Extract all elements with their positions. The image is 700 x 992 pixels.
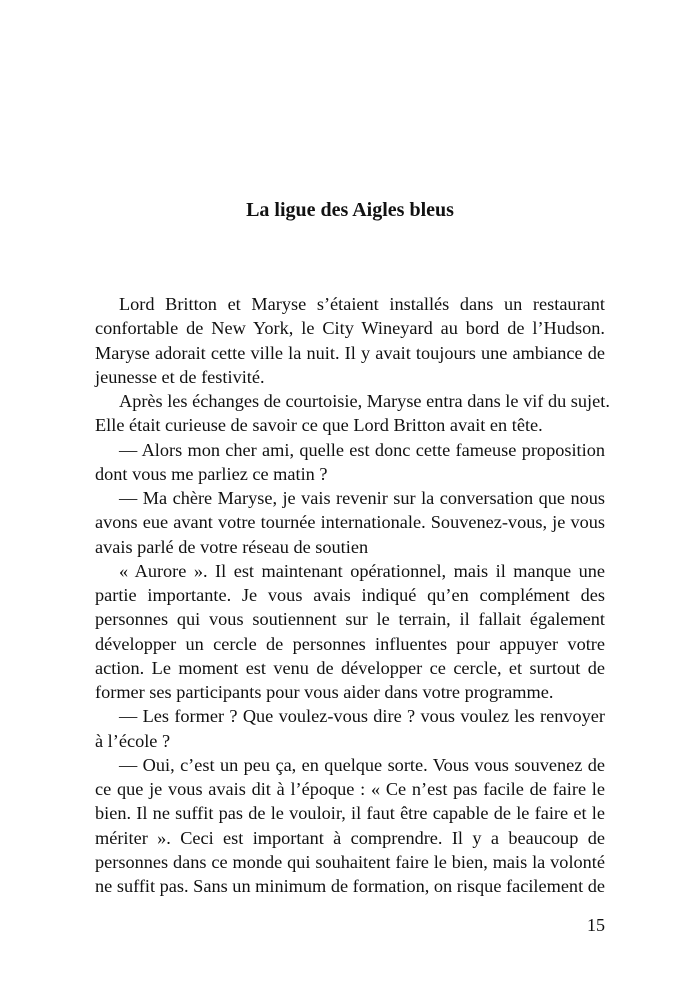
paragraph-line: Lord Britton et Maryse s’étaient installés dans un restaurant <box>119 294 605 314</box>
paragraph-line: ce que je vous avais dit à l’époque : « Ce n’est pas facile de faire le <box>95 779 605 799</box>
paragraph-line: confortable de New York, le City Wineyard au bord de l’Hudson. <box>95 318 605 339</box>
paragraph-line: « Aurore ». Il est maintenant opérationnel, mais il manque une <box>119 560 605 581</box>
paragraph-line: partie importante. Je vous avais indiqué qu’en complément des <box>95 585 605 605</box>
chapter-body <box>95 292 610 898</box>
paragraph-line: dont vous me parliez ce matin ? <box>95 463 328 484</box>
paragraph-line: Elle était curieuse de savoir ce que Lord Britton avait en tête. <box>95 415 543 436</box>
paragraph-line: jeunesse et de festivité. <box>95 366 265 387</box>
paragraph-line: bien. Il ne suffit pas de le vouloir, il faut être capable de le faire et le <box>95 803 605 824</box>
paragraph-line: former ses participants pour vous aider dans votre programme. <box>95 682 554 702</box>
paragraph-line: — Ma chère Maryse, je vais revenir sur la conversation que nous <box>119 488 605 508</box>
paragraph-line: — Alors mon cher ami, quelle est donc cette fameuse proposition <box>119 439 605 460</box>
paragraph-line: avons eue avant votre tournée internationale. Souvenez-vous, je vous <box>95 512 605 533</box>
paragraph-line: développer un cercle de personnes influentes pour appuyer votre <box>95 633 605 654</box>
paragraph-line: personnes qui vous soutiennent sur le terrain, il fallait également <box>95 609 605 630</box>
paragraph-line: — Les former ? Que voulez-vous dire ? vous voulez les renvoyer <box>119 706 605 727</box>
paragraph-line: ne suffit pas. Sans un minimum de formation, on risque facilement de <box>95 876 605 896</box>
paragraph-line: Après les échanges de courtoisie, Maryse entra dans le vif du sujet. <box>119 391 610 411</box>
chapter-title: La ligue des Aigles bleus <box>246 199 454 221</box>
paragraph-line: avais parlé de votre réseau de soutien <box>95 536 369 557</box>
paragraph-line: Maryse adorait cette ville la nuit. Il y avait toujours une ambiance de <box>95 342 605 363</box>
paragraph-line: — Oui, c’est un peu ça, en quelque sorte. Vous vous souvenez de <box>119 754 605 775</box>
paragraph-line: mériter ». Ceci est important à comprendre. Il y a beaucoup de <box>95 827 605 848</box>
paragraph-line: à l’école ? <box>95 730 171 751</box>
paragraph-line: action. Le moment est venu de développer ce cercle, et surtout de <box>95 657 605 678</box>
paragraph-line: personnes dans ce monde qui souhaitent faire le bien, mais la volonté <box>95 851 605 872</box>
page-number: 15 <box>587 915 605 935</box>
